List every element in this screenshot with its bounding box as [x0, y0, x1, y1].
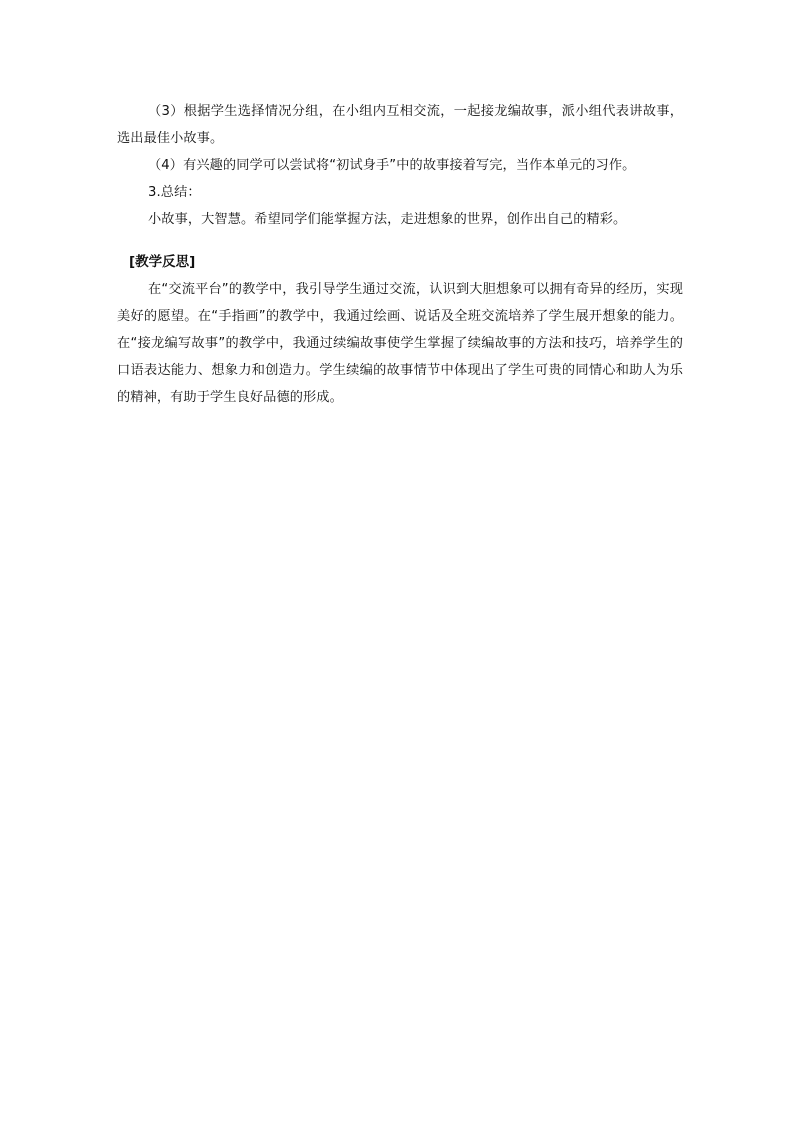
paragraph-step-4: （4）有兴趣的同学可以尝试将“初试身手”中的故事接着写完，当作本单元的习作。	[148, 158, 636, 173]
paragraph-step-3: （3）根据学生选择情况分组，在小组内互相交流，一起接龙编故事，派小组代表讲故事，选出最佳小故事。	[117, 104, 683, 146]
section-spacer	[117, 233, 683, 249]
reflection-body: 在“交流平台”的教学中，我引导学生通过交流，认识到大胆想象可以拥有奇异的经历，实现美好的愿望。在“手指画”的教学中，我通过绘画、说话及全班交流培养了学生展开想象的能力。在“接龙编写故事”的教学中，我通过续编故事使学生掌握了续编故事的方法和技巧，培养学生的口语表达能力、想象力和创造力。学生续编的故事情节中体现出了学生可贵的同情心和助人为乐的精神，有助于学生良好品德的形成。	[117, 282, 683, 405]
reflection-heading: [教学反思]	[129, 254, 196, 270]
summary-text: 小故事，大智慧。希望同学们能掌握方法，走进想象的世界，创作出自己的精彩。	[148, 212, 627, 227]
summary-label: 3.总结：	[148, 185, 201, 200]
